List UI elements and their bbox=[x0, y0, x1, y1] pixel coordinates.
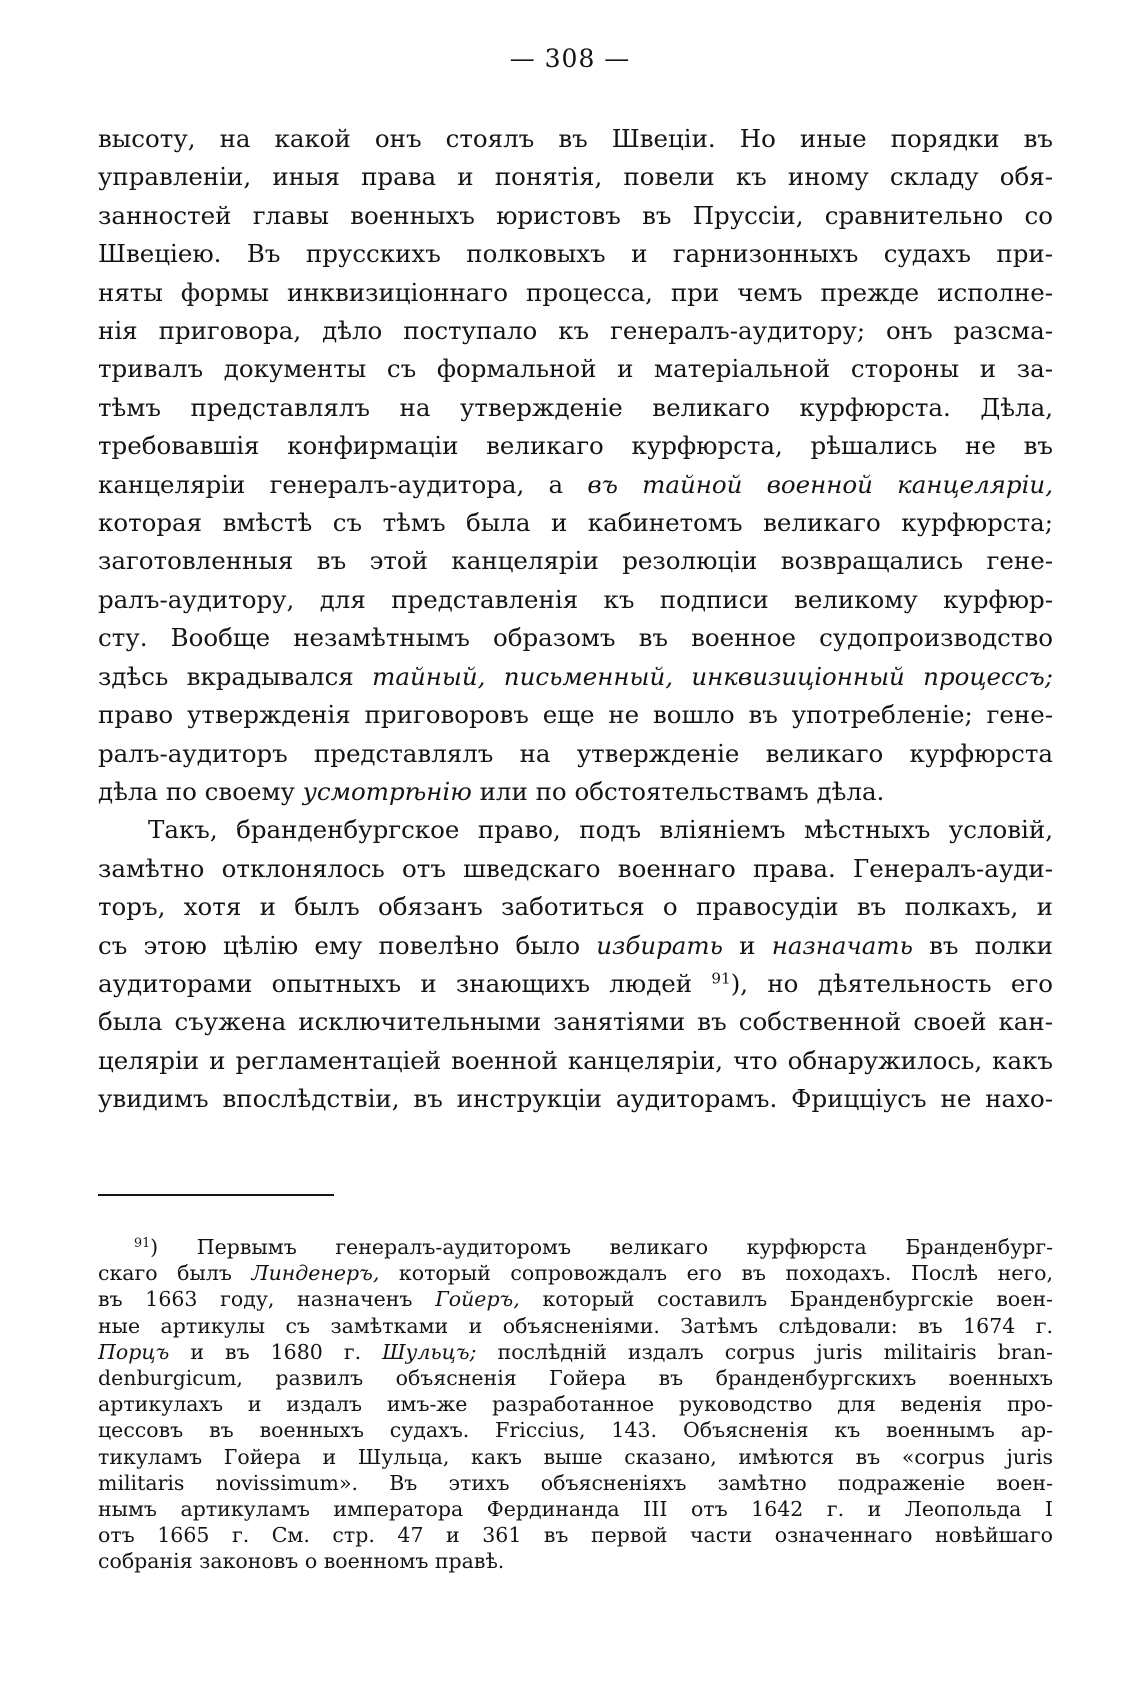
text-run: послѣдній издалъ corpus juris militairis bran- bbox=[497, 1339, 1053, 1364]
footnote-ref[interactable]: 91 bbox=[711, 969, 731, 988]
text-line: Швеціею. Въ прусскихъ полковыхъ и гарнизонныхъ судахъ при- bbox=[98, 239, 1053, 269]
italic-name: Шульцъ; bbox=[382, 1339, 477, 1364]
text-run: и въ 1680 г. bbox=[190, 1339, 362, 1364]
text-line: няты формы инквизиціоннаго процесса, при чемъ прежде исполне- bbox=[98, 277, 1053, 307]
italic-term: назначать bbox=[771, 930, 913, 960]
footnote-line bbox=[98, 1260, 1053, 1286]
text-run: который сопровождалъ его въ походахъ. Послѣ него, bbox=[398, 1261, 1053, 1286]
text-run: ) Первымъ генералъ-аудиторомъ великаго курфюрста Бранденбург- bbox=[150, 1235, 1053, 1259]
text-line: целяріи и регламентаціей военной канцеляріи, что обнаружилось, какъ bbox=[98, 1045, 1053, 1075]
italic-term: тайный, письменный, инквизиціонный процессъ; bbox=[372, 661, 1053, 691]
main-text bbox=[98, 120, 1053, 1119]
footnote-line: цессовъ въ военныхъ судахъ. Friccius, 143. Объясненія къ военнымъ ар- bbox=[98, 1418, 1053, 1443]
italic-name: Гойеръ, bbox=[435, 1287, 520, 1312]
text-line bbox=[98, 658, 1053, 696]
footnote-line: тикуламъ Гойера и Шульца, какъ выше сказано, имѣются въ «corpus juris bbox=[98, 1444, 1053, 1469]
italic-term: избирать bbox=[596, 930, 723, 960]
text-line: высоту, на какой онъ стоялъ въ Швеціи. Но иные порядки въ bbox=[98, 124, 1053, 153]
footnote-line: артикулахъ и издалъ имъ-же разработанное руководство для веденія про- bbox=[98, 1392, 1053, 1417]
footnote-line: denburgicum, развилъ объясненія Гойера въ бранденбургскихъ военныхъ bbox=[98, 1366, 1053, 1391]
text-line: была съужена исключительными занятіями въ собственной своей кан- bbox=[98, 1007, 1053, 1037]
footnote-line: отъ 1665 г. См. стр. 47 и 361 въ первой части означеннаго новѣйшаго bbox=[98, 1523, 1053, 1548]
text-run: и bbox=[739, 930, 756, 960]
text-line: тѣмъ представлялъ на утвержденіе великаго курфюрста. Дѣла, bbox=[98, 392, 1053, 422]
italic-term: усмотрѣнію bbox=[302, 776, 472, 806]
footnote-line: собранія законовъ о военномъ правѣ. bbox=[98, 1549, 505, 1574]
text-line: право утвержденія приговоровъ еще не вошло въ употребленіе; гене- bbox=[98, 700, 1053, 730]
italic-name: Порцъ bbox=[98, 1339, 170, 1364]
italic-name: Линденеръ, bbox=[251, 1261, 380, 1286]
text-line: увидимъ впослѣдствіи, въ инструкціи аудиторамъ. Фрицціусъ не нахо- bbox=[98, 1084, 1053, 1114]
footnote-line: ные артикулы съ замѣтками и объясненіями. Затѣмъ слѣдовали: въ 1674 г. bbox=[98, 1313, 1053, 1338]
text-line: занностей главы военныхъ юристовъ въ Пруссіи, сравнительно со bbox=[98, 200, 1053, 230]
text-run: въ полки bbox=[929, 930, 1053, 960]
text-line: заготовленныя въ этой канцеляріи резолюціи возвращались гене- bbox=[98, 546, 1053, 576]
text-line bbox=[98, 773, 1053, 811]
footnote-divider bbox=[98, 1194, 334, 1196]
footnote-line: нымъ артикуламъ императора Фердинанда III отъ 1642 г. и Леопольда I bbox=[98, 1497, 1053, 1522]
text-run: ), но дѣятельность его bbox=[730, 968, 1053, 998]
text-line: управленіи, иныя права и понятія, повели къ иному складу обя- bbox=[98, 162, 1053, 192]
text-line: торъ, хотя и былъ обязанъ заботиться о правосудіи въ полкахъ, и bbox=[98, 892, 1053, 922]
footnote-line bbox=[98, 1286, 1053, 1312]
text-line: Такъ, бранденбургское право, подъ вліяніемъ мѣстныхъ условій, bbox=[148, 815, 1053, 845]
text-line: сту. Вообще незамѣтнымъ образомъ въ военное судопроизводство bbox=[98, 623, 1053, 653]
footnote bbox=[98, 1234, 1053, 1575]
text-line: требовавшія конфирмаціи великаго курфюрста, рѣшались не въ bbox=[98, 431, 1053, 461]
footnote-marker: 91 bbox=[134, 1235, 151, 1251]
text-line: которая вмѣстѣ съ тѣмъ была и кабинетомъ великаго курфюрста; bbox=[98, 508, 1053, 538]
italic-term: въ тайной военной канцеляріи, bbox=[587, 469, 1053, 499]
text-line bbox=[98, 965, 1053, 1003]
text-run: съ этою цѣлію ему повелѣно было bbox=[98, 930, 581, 960]
text-run: который составилъ Бранденбургскіе воен- bbox=[542, 1287, 1053, 1312]
text-run: канцеляріи генералъ-аудитора, а bbox=[98, 469, 564, 499]
footnote-line bbox=[98, 1234, 1053, 1260]
text-line: тривалъ документы съ формальной и матеріальной стороны и за- bbox=[98, 354, 1053, 384]
text-line bbox=[98, 466, 1053, 504]
text-line: замѣтно отклонялось отъ шведскаго военнаго права. Генералъ-ауди- bbox=[98, 853, 1053, 883]
text-run: дѣла по своему bbox=[98, 776, 295, 806]
text-line: ралъ-аудитору, для представленія къ подписи великому курфюр- bbox=[98, 584, 1053, 614]
footnote-line bbox=[98, 1339, 1053, 1365]
text-line bbox=[98, 927, 1053, 965]
text-run: въ 1663 году, назначенъ bbox=[98, 1287, 413, 1312]
text-run: аудиторами опытныхъ и знающихъ людей bbox=[98, 968, 693, 998]
text-line: нія приговора, дѣло поступало къ генералъ-аудитору; онъ разсма- bbox=[98, 316, 1053, 346]
text-line: ралъ-аудиторъ представлялъ на утвержденіе великаго курфюрста bbox=[98, 738, 1053, 768]
page-number: — 308 — bbox=[509, 44, 631, 73]
text-run: скаго былъ bbox=[98, 1261, 232, 1286]
text-run: или по обстоятельствамъ дѣла. bbox=[479, 776, 885, 806]
footnote-line: militaris novissimum». Въ этихъ объясненіяхъ замѣтно подраженіе воен- bbox=[98, 1470, 1053, 1495]
text-run: здѣсь вкрадывался bbox=[98, 661, 354, 691]
